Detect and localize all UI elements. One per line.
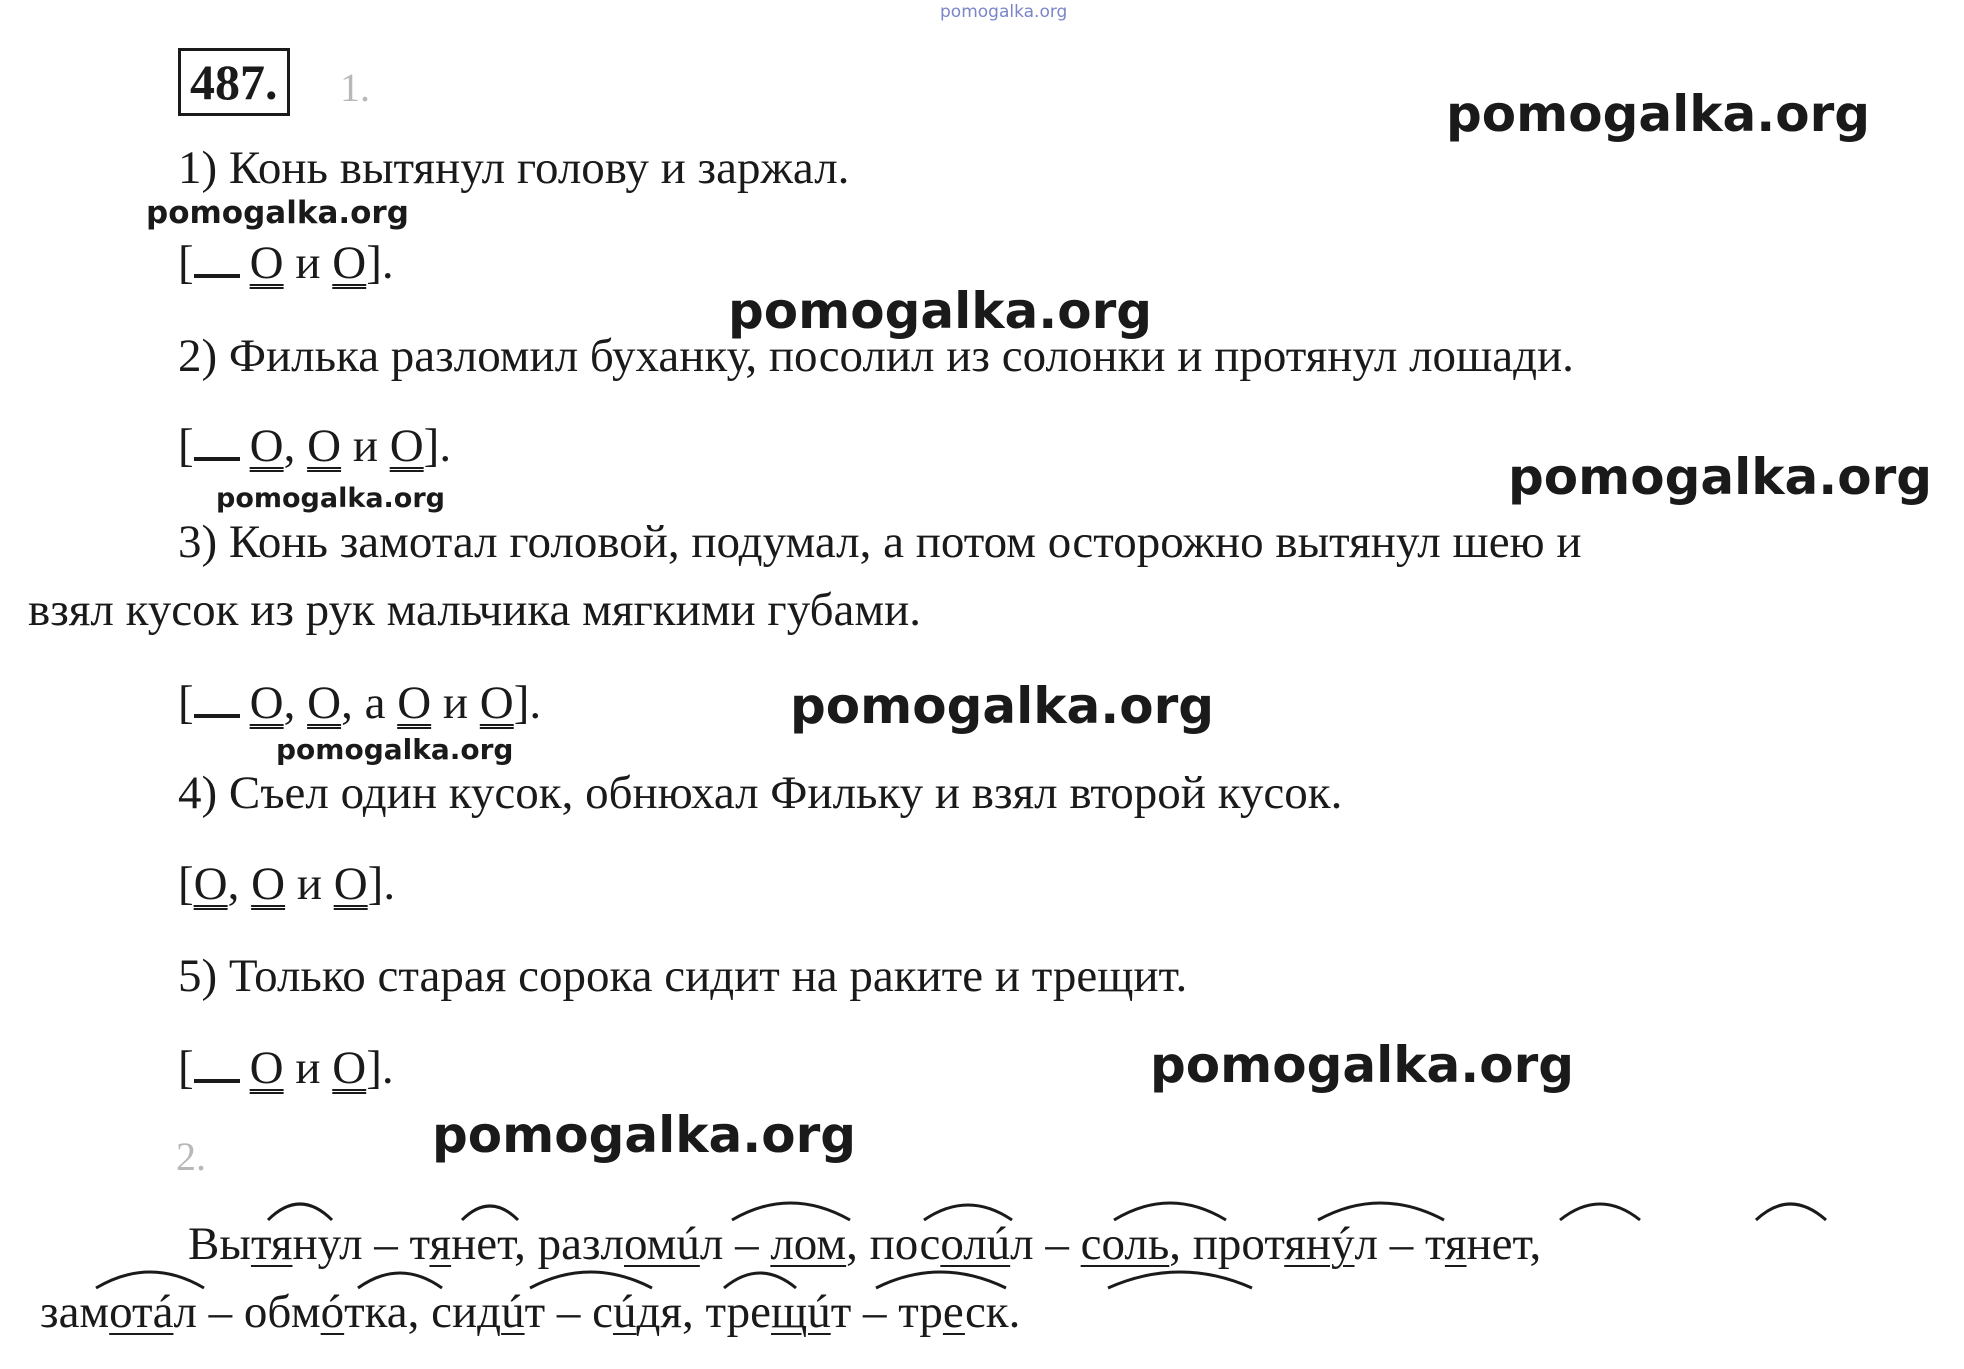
watermark: pomogalka.org — [276, 733, 514, 766]
watermark: pomogalka.org — [1446, 85, 1871, 143]
root-arc — [732, 1203, 850, 1220]
root-words-line-2: замотáл – обмóтка, сидúт – сúдя, трещúт – треск. — [40, 1286, 1021, 1338]
sentence-1: 1) Конь вытянул голову и заржал. — [178, 142, 850, 194]
scheme-2: [ О, О и О]. — [178, 420, 452, 472]
watermark: pomogalka.org — [1508, 448, 1933, 506]
root-arc — [724, 1273, 796, 1288]
sentence-5: 5) Только старая сорока сидит на раките и трещит. — [178, 950, 1188, 1002]
root-arc — [1318, 1203, 1444, 1220]
sentence-2: 2) Филька разломил буханку, посолил из солонки и протянул лошади. — [178, 330, 1574, 382]
root-arc — [1560, 1204, 1640, 1220]
root-arc — [1114, 1203, 1226, 1220]
watermark: pomogalka.org — [216, 483, 445, 514]
root-arc — [924, 1205, 1012, 1220]
scheme-3: [ О, О, а О и О]. — [178, 677, 542, 729]
root-arc — [876, 1272, 1006, 1288]
part-2-label: 2. — [176, 1134, 206, 1179]
root-words-line-1: Вытянул – тянет, разломúл – лом, посолúл – соль, протянýл – тянет, — [188, 1218, 1542, 1270]
watermark-top: pomogalka.org — [940, 2, 1068, 22]
part-1-label: 1. — [340, 65, 370, 110]
root-arc — [1108, 1272, 1252, 1288]
sentence-3-line-2: взял кусок из рук мальчика мягкими губами. — [28, 584, 921, 636]
root-arc — [358, 1273, 442, 1288]
root-arc — [268, 1204, 332, 1220]
watermark: pomogalka.org — [432, 1106, 857, 1164]
root-arc — [1756, 1204, 1826, 1220]
sentence-4: 4) Съел один кусок, обнюхал Фильку и взял второй кусок. — [178, 767, 1343, 819]
exercise-number: 487. — [178, 48, 290, 116]
watermark: pomogalka.org — [728, 282, 1153, 340]
watermark: pomogalka.org — [146, 195, 409, 231]
scheme-1: [ О и О]. — [178, 237, 394, 289]
scheme-5: [ О и О]. — [178, 1042, 394, 1094]
root-arc — [96, 1272, 204, 1288]
watermark: pomogalka.org — [790, 677, 1215, 735]
root-arc — [462, 1206, 518, 1220]
scheme-4: [О, О и О]. — [178, 858, 396, 910]
root-arc — [530, 1272, 652, 1288]
sentence-3-line-1: 3) Конь замотал головой, подумал, а потом осторожно вытянул шею и — [178, 516, 1582, 568]
watermark: pomogalka.org — [1150, 1036, 1575, 1094]
